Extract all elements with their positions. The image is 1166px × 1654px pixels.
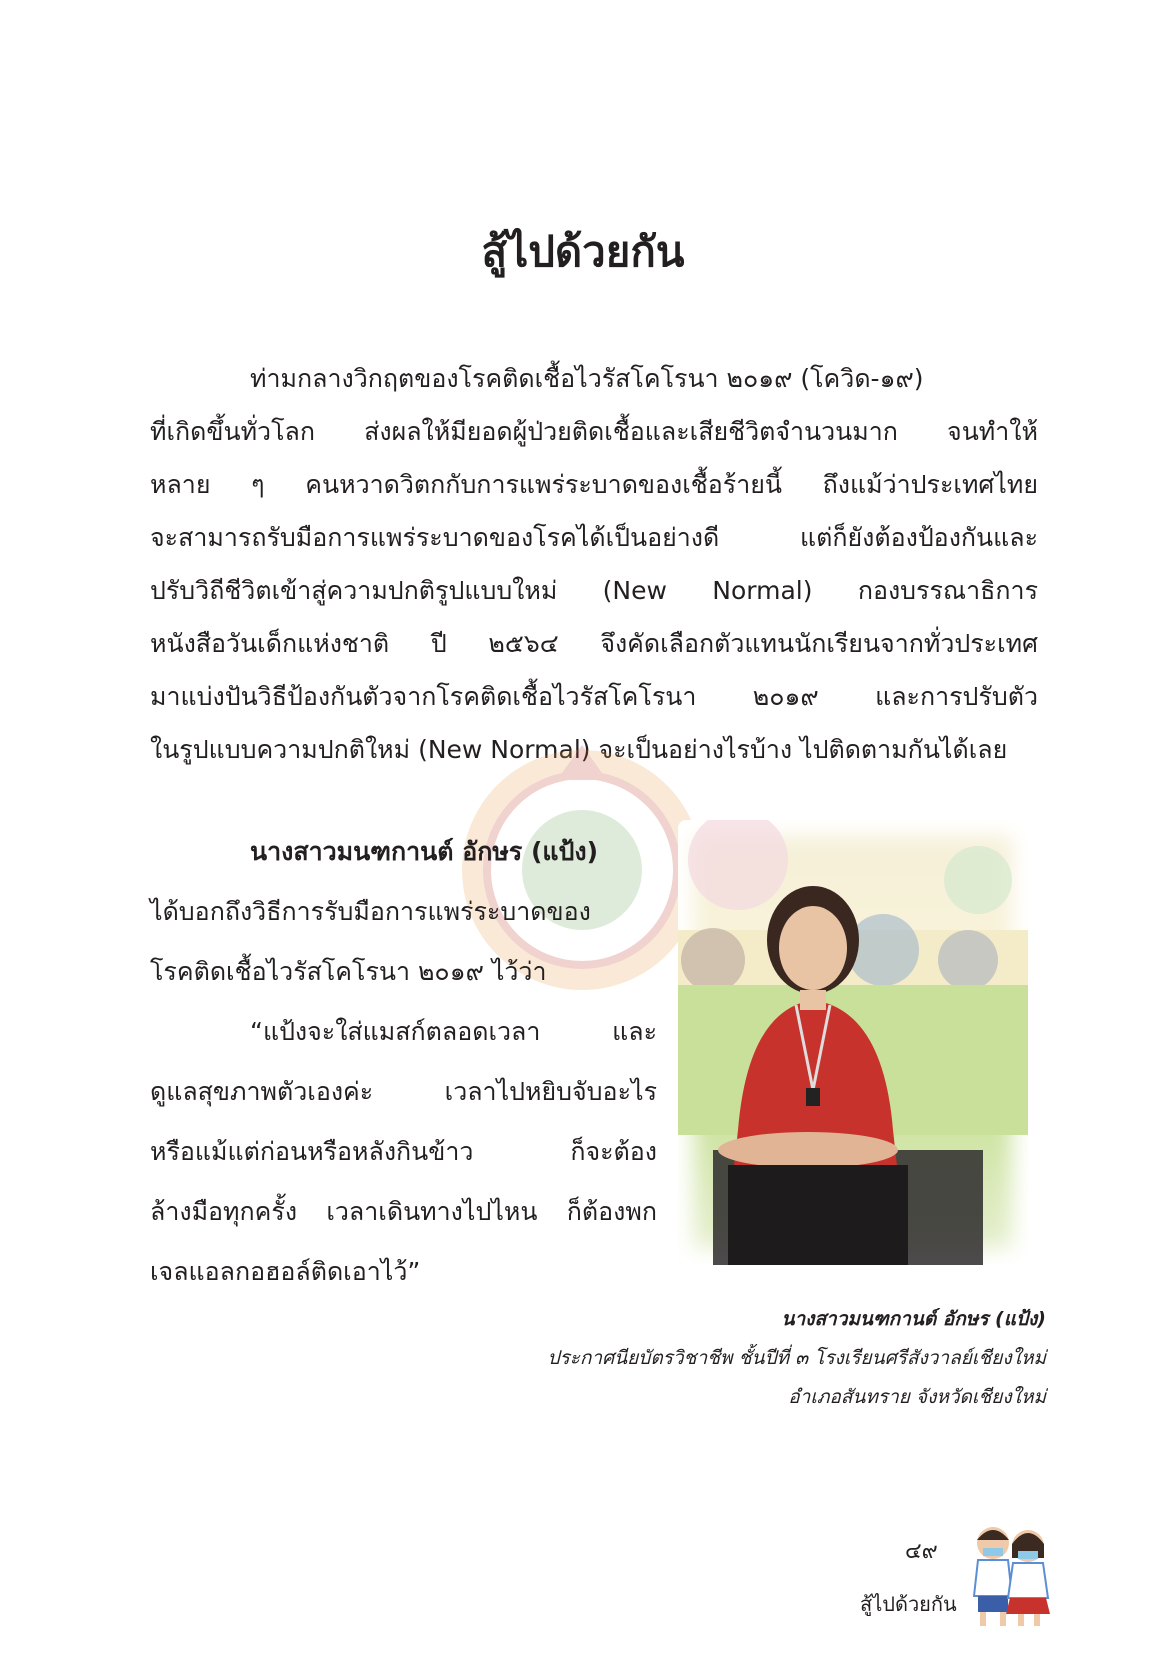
footer-book-title: สู้ไปด้วยกัน [860, 1592, 957, 1616]
speaker-name: นางสาวมนฑกานต์ อักษร (แป้ง) [250, 837, 598, 866]
page-number: ๔๙ [905, 1539, 938, 1564]
speaker-quote-block [150, 822, 657, 1302]
intro-line: จะสามารถรับมือการแพร่ระบาดของโรคได้เป็นอย่างดี แต่ก็ยังต้องป้องกันและ [150, 523, 1038, 552]
intro-line: มาแบ่งปันวิธีป้องกันตัวจากโรคติดเชื้อไวรัสโคโรนา ๒๐๑๙ และการปรับตัว [150, 682, 1038, 711]
page-title: สู้ไปด้วยกัน [481, 227, 685, 276]
intro-line: ปรับวิถีชีวิตเข้าสู่ความปกติรูปแบบใหม่ (New Normal) กองบรรณาธิการ [150, 576, 1038, 605]
quote-line: ดูแลสุขภาพตัวเองค่ะ เวลาไปหยิบจับอะไร [150, 1077, 657, 1106]
intro-line: ในรูปแบบความปกติใหม่ (New Normal) จะเป็นอย่างไรบ้าง ไปติดตามกันได้เลย [150, 735, 1008, 764]
intro-line: ท่ามกลางวิกฤตของโรคติดเชื้อไวรัสโคโรนา ๒๐๑๙ (โควิด-๑๙) [250, 364, 924, 393]
intro-line: ที่เกิดขึ้นทั่วโลก ส่งผลให้มียอดผู้ป่วยติดเชื้อและเสียชีวิตจำนวนมาก จนทำให้ [150, 417, 1038, 446]
caption-line: อำเภอสันทราย จังหวัดเชียงใหม่ [788, 1386, 1046, 1408]
quote-line: หรือแม้แต่ก่อนหรือหลังกินข้าว ก็จะต้อง [150, 1137, 657, 1166]
speaker-line: โรคติดเชื้อไวรัสโคโรนา ๒๐๑๙ ไว้ว่า [150, 957, 547, 986]
caption-line: ประกาศนียบัตรวิชาชีพ ชั้นปีที่ ๓ โรงเรียนศรีสังวาลย์เชียงใหม่ [547, 1347, 1046, 1369]
student-photo-illustration [678, 820, 1028, 1265]
caption-name: นางสาวมนฑกานต์ อักษร (แป้ง) [781, 1308, 1046, 1330]
photo-caption [547, 1300, 1046, 1417]
student-photo [678, 820, 1028, 1265]
intro-paragraph [150, 352, 1038, 776]
quote-line: “แป้งจะใส่แมสก์ตลอดเวลา และ [250, 1017, 657, 1046]
intro-line: หลาย ๆ คนหวาดวิตกกับการแพร่ระบาดของเชื้อร้ายนี้ ถึงแม้ว่าประเทศไทย [150, 470, 1038, 499]
intro-line: หนังสือวันเด็กแห่งชาติ ปี ๒๕๖๔ จึงคัดเลือกตัวแทนนักเรียนจากทั่วประเทศ [150, 629, 1038, 658]
speaker-line: ได้บอกถึงวิธีการรับมือการแพร่ระบาดของ [150, 897, 591, 926]
children-mascot-icon [958, 1518, 1063, 1628]
quote-line: ล้างมือทุกครั้ง เวลาเดินทางไปไหน ก็ต้องพก [150, 1197, 657, 1226]
quote-line: เจลแอลกอฮอล์ติดเอาไว้” [150, 1257, 421, 1286]
